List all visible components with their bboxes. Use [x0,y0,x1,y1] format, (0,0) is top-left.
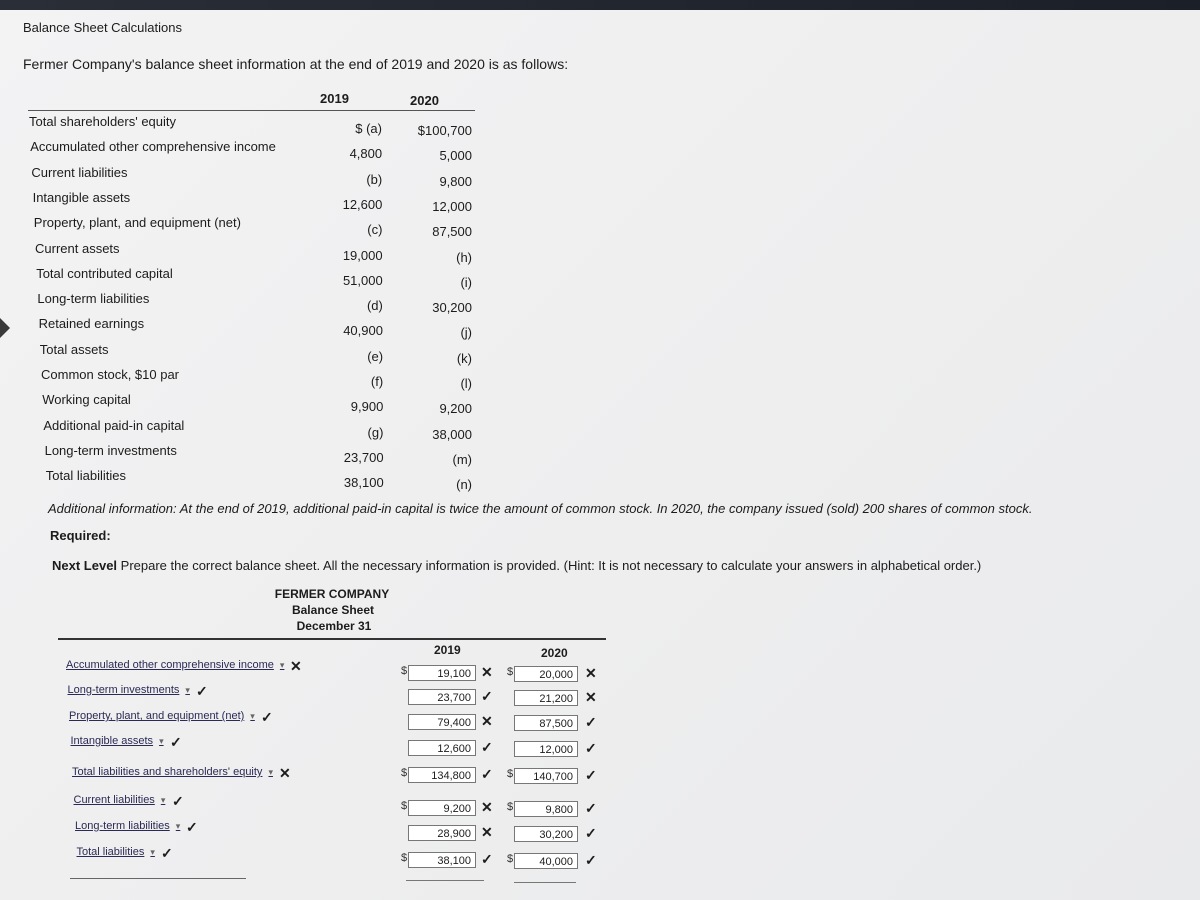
info-row-2020-value: 5,000 [439,148,472,164]
account-dropdown-label: Long-term liabilities [75,820,170,832]
amount-input-2020[interactable]: 20,000 [514,666,578,682]
grade-mark-2020: ✓ [585,852,597,868]
sheet-bottom-rule-2019 [406,880,484,881]
amount-input-2020[interactable]: 40,000 [514,853,578,869]
account-dropdown-label: Property, plant, and equipment (net) [69,710,245,722]
info-row-label: Long-term investments [44,442,177,458]
chevron-down-icon[interactable]: ▾ [279,660,285,670]
info-row-2019-value: (b) [366,171,383,187]
info-row-2019-value: 4,800 [349,146,383,162]
sheet-col-2019: 2019 [434,643,461,657]
chevron-down-icon[interactable]: ▾ [159,736,164,746]
label-grade-mark: ✓ [186,819,198,835]
info-row-2020-value: 87,500 [432,224,472,240]
sheet-title: Balance Sheet [291,603,375,617]
col-header-2020: 2020 [410,93,439,108]
info-row-2020-value: (n) [456,477,472,493]
info-row-label: Current liabilities [31,164,128,180]
info-row-2020-value: 30,200 [432,300,472,316]
amount-input-2019[interactable]: 38,100 [408,852,476,868]
account-dropdown-label: Accumulated other comprehensive income [66,659,274,671]
amount-input-2019[interactable]: 19,100 [408,665,476,681]
info-row-label: Common stock, $10 par [41,367,180,382]
account-dropdown[interactable] [75,820,180,832]
account-dropdown[interactable] [77,846,155,858]
info-row-2020-value: (i) [460,274,472,290]
amount-input-2019[interactable]: 23,700 [408,689,476,705]
info-row-label: Current assets [35,240,120,256]
label-grade-mark: ✕ [279,765,291,781]
instructions [52,558,981,573]
additional-info: Additional information: At the end of 2019, additional paid-in capital is twice the amount of common stock. In 2020, the company issued (sold) 200 shares of common stock. [48,501,1033,516]
currency-symbol-2019: $ [401,852,408,864]
label-grade-mark: ✓ [170,734,182,750]
account-dropdown-label: Total liabilities [76,846,145,858]
chevron-down-icon[interactable]: ▾ [160,795,166,805]
account-dropdown-label: Long-term investments [67,684,180,696]
grade-mark-2020: ✓ [585,767,597,783]
info-row-2019-value: 19,000 [342,247,383,263]
info-row-2020-value: $100,700 [417,123,472,138]
info-row-2020-value: (h) [456,249,472,265]
account-dropdown[interactable] [71,735,164,747]
info-row-2019-value: 9,900 [350,399,384,415]
grade-mark-2019: ✓ [481,766,493,782]
amount-input-2019[interactable]: 134,800 [408,767,476,783]
currency-symbol-2019: $ [401,665,408,677]
grade-mark-2019: ✕ [481,664,493,680]
sheet-col-2020: 2020 [541,646,568,660]
info-row-2019-value: (f) [370,374,384,389]
currency-symbol-2020: $ [507,768,514,780]
account-dropdown[interactable] [69,710,255,722]
currency-symbol-2019: $ [401,800,408,812]
amount-input-2019[interactable]: 9,200 [408,800,476,816]
amount-input-2020[interactable]: 140,700 [514,768,578,784]
info-row-2019-value: (g) [367,424,384,440]
next-level-label: Next Level [52,558,118,573]
grade-mark-2019: ✓ [481,739,493,755]
account-dropdown[interactable] [74,794,166,806]
info-row-label: Long-term liabilities [37,291,150,307]
info-row-2019-value: 51,000 [342,272,383,288]
info-row-2019-value: 12,600 [342,196,383,212]
chevron-down-icon[interactable]: ▾ [250,711,255,721]
sheet-top-rule [58,638,606,640]
info-row-label: Accumulated other comprehensive income [30,139,276,155]
chevron-down-icon[interactable]: ▾ [268,767,273,777]
info-row-label: Intangible assets [32,189,131,205]
amount-input-2020[interactable]: 30,200 [514,826,578,842]
chevron-down-icon[interactable]: ▾ [185,685,190,695]
required-label: Required: [50,528,111,543]
grade-mark-2019: ✕ [481,713,493,729]
info-row-2020-value: 12,000 [432,198,472,214]
amount-input-2019[interactable]: 12,600 [408,740,476,756]
sheet-date: December 31 [296,619,372,633]
info-row-2020-value: (j) [460,325,472,341]
account-dropdown-label: Intangible assets [70,735,154,747]
info-row-2019-value: (d) [366,298,383,314]
collapse-arrow-icon[interactable] [0,318,10,338]
label-grade-mark: ✕ [290,658,302,674]
info-row-2019-value: (c) [367,222,383,238]
sheet-bottom-rule-2020 [514,882,576,883]
info-row-2020-value: (k) [456,350,472,366]
info-row-label: Total liabilities [45,468,126,484]
sheet-company: FERMER COMPANY [274,587,390,601]
col-header-2019: 2019 [320,91,349,106]
info-row-label: Total contributed capital [36,265,173,281]
amount-input-2020[interactable]: 21,200 [514,690,578,706]
grade-mark-2019: ✓ [481,851,493,867]
instructions-text: Prepare the correct balance sheet. All the necessary information is provided. (Hint: It is not necessary to calculate your answers in alphabetical order.) [117,558,982,573]
window-top-bar [0,0,1200,10]
grade-mark-2019: ✕ [481,799,493,815]
info-row-2020-value: 9,200 [439,401,472,417]
label-grade-mark: ✓ [196,683,208,699]
grade-mark-2020: ✓ [585,825,597,841]
info-row-2020-value: 38,000 [432,426,472,442]
intro-text: Fermer Company's balance sheet information at the end of 2019 and 2020 is as follows: [23,56,569,72]
info-row-label: Retained earnings [38,316,145,332]
grade-mark-2019: ✕ [481,824,493,840]
label-grade-mark: ✓ [161,845,173,861]
grade-mark-2019: ✓ [481,688,493,704]
info-row-label: Total shareholders' equity [29,114,177,129]
currency-symbol-2020: $ [507,666,514,678]
currency-symbol-2020: $ [507,801,514,813]
account-dropdown[interactable] [68,684,190,696]
account-dropdown[interactable] [72,766,273,778]
chevron-down-icon[interactable]: ▾ [175,821,181,831]
grade-mark-2020: ✓ [585,800,597,816]
info-row-label: Total assets [39,341,109,357]
grade-mark-2020: ✓ [585,740,597,756]
grade-mark-2020: ✓ [585,714,597,730]
amount-input-2019[interactable]: 79,400 [408,714,476,730]
amount-input-2020[interactable]: 87,500 [514,715,578,731]
info-row-2019-value: 38,100 [343,475,384,491]
grade-mark-2020: ✕ [585,689,597,705]
info-row-2020-value: (l) [460,376,472,391]
info-row-2019-value: (e) [367,348,384,364]
info-row-2019-value: 40,900 [343,323,383,339]
info-row-label: Working capital [42,392,131,408]
info-row-2020-value: (m) [452,451,472,467]
info-row-2019-value: $ (a) [355,121,382,136]
amount-input-2020[interactable]: 9,800 [514,801,578,817]
sheet-bottom-rule [70,878,246,879]
info-row-label: Property, plant, and equipment (net) [33,215,241,231]
page-title: Balance Sheet Calculations [23,20,182,35]
info-row-2020-value: 9,800 [439,173,472,189]
account-dropdown[interactable] [66,659,284,671]
chevron-down-icon[interactable]: ▾ [150,847,155,857]
header-rule [28,110,475,111]
grade-mark-2020: ✕ [585,665,597,681]
info-row-2019-value: 23,700 [343,449,384,465]
amount-input-2019[interactable]: 28,900 [408,825,476,841]
currency-symbol-2020: $ [507,853,514,865]
currency-symbol-2019: $ [401,767,408,779]
label-grade-mark: ✓ [172,793,184,809]
amount-input-2020[interactable]: 12,000 [514,741,578,757]
label-grade-mark: ✓ [261,709,273,725]
account-dropdown-label: Current liabilities [73,794,155,806]
info-row-label: Additional paid-in capital [43,417,185,433]
account-dropdown-label: Total liabilities and shareholders' equity [72,766,263,778]
